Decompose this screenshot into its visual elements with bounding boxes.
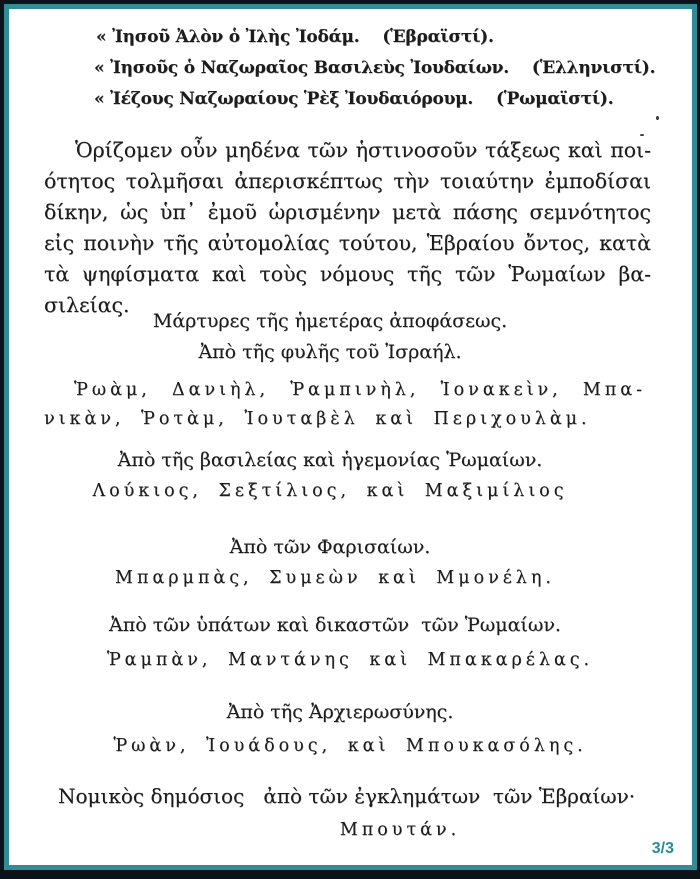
- ink-speck: [640, 134, 644, 136]
- section-heading-priesthood: Ἀπὸ τῆς Ἀρχιερωσύνης.: [226, 701, 454, 723]
- decree-line: Ὁρίζομεν οὖν μηδένα τῶν ἡστινοσοῦν τάξεως καὶ ποι-: [75, 138, 651, 162]
- witness-names-israel: Ῥωὰμ, Δανιὴλ, Ῥαμπινὴλ, Ἰονακεὶν, Μπα-: [74, 380, 646, 400]
- section-heading-israel: Ἀπὸ τῆς φυλῆς τοῦ Ἰσραήλ.: [198, 341, 462, 363]
- decree-line: τὰ ψηφίσματα καὶ τοὺς νόμους τῆς τῶν Ῥωμαίων βα-: [44, 262, 651, 286]
- witnesses-heading: Μάρτυρες τῆς ἡμετέρας ἀποφάσεως.: [152, 310, 508, 332]
- notary-role-line: Νομικὸς δημόσιος ἀπὸ τῶν ἐγκλημάτων τῶν Ἑβραίων·: [58, 784, 636, 808]
- witness-names-israel: νικὰν, Ῥοτὰμ, Ἰουταβὲλ καὶ Περιχουλὰμ.: [44, 409, 591, 429]
- decree-line: ότητος τολμῆσαι ἀπερισκέπτως τὴν τοιαύτην ἐμποδίσαι: [44, 169, 651, 193]
- decree-line: δίκην, ὡς ὑπ᾽ ἐμοῦ ὡρισμένην μετὰ πάσης σεμνότητος: [44, 200, 651, 224]
- witness-names-priesthood: Ῥωὰν, Ἰουάδους, καὶ Μπουκασόλης.: [113, 736, 587, 756]
- inscription-latin: « Ἰέζους Ναζωραίους Ῥὲξ Ἰουδαιόρουμ. (Ῥωμαϊστί).: [94, 89, 614, 109]
- section-heading-consuls: Ἀπὸ τῶν ὑπάτων καὶ δικαστῶν τῶν Ῥωμαίων.: [109, 614, 561, 636]
- witness-names-pharisees: Μπαρμπὰς, Συμεὼν καὶ Μμονέλη.: [115, 568, 555, 588]
- page-indicator: 3/3: [651, 840, 674, 857]
- witness-names-consuls: Ῥαμπὰν, Μαντάνης καὶ Μπακαρέλας.: [106, 650, 594, 670]
- decree-line: εἰς ποινὴν τῆς αὐτομολίας τούτου, Ἑβραίου ὄντος, κατὰ: [44, 231, 651, 255]
- ink-speck: [656, 116, 659, 120]
- witness-names-rome: Λούκιος, Σεξτίλιος, καὶ Μαξιμίλιος: [92, 481, 568, 501]
- section-heading-pharisees: Ἀπὸ τῶν Φαρισαίων.: [229, 536, 431, 558]
- section-heading-rome: Ἀπὸ τῆς βασιλείας καὶ ἡγεμονίας Ῥωμαίων.: [117, 449, 543, 471]
- inscription-hebrew: « Ἰησοῦ Ἀλὸν ὁ Ἰλὴς Ἰοδάμ. (Ἑβραϊστί).: [96, 27, 494, 47]
- inscription-greek: « Ἰησοῦς ὁ Ναζωραῖος Βασιλεὺς Ἰουδαίων. (Ἑλληνιστί).: [94, 58, 656, 78]
- notary-name: Μπουτάν.: [339, 820, 461, 840]
- decree-line-last: σιλείας.: [44, 293, 130, 317]
